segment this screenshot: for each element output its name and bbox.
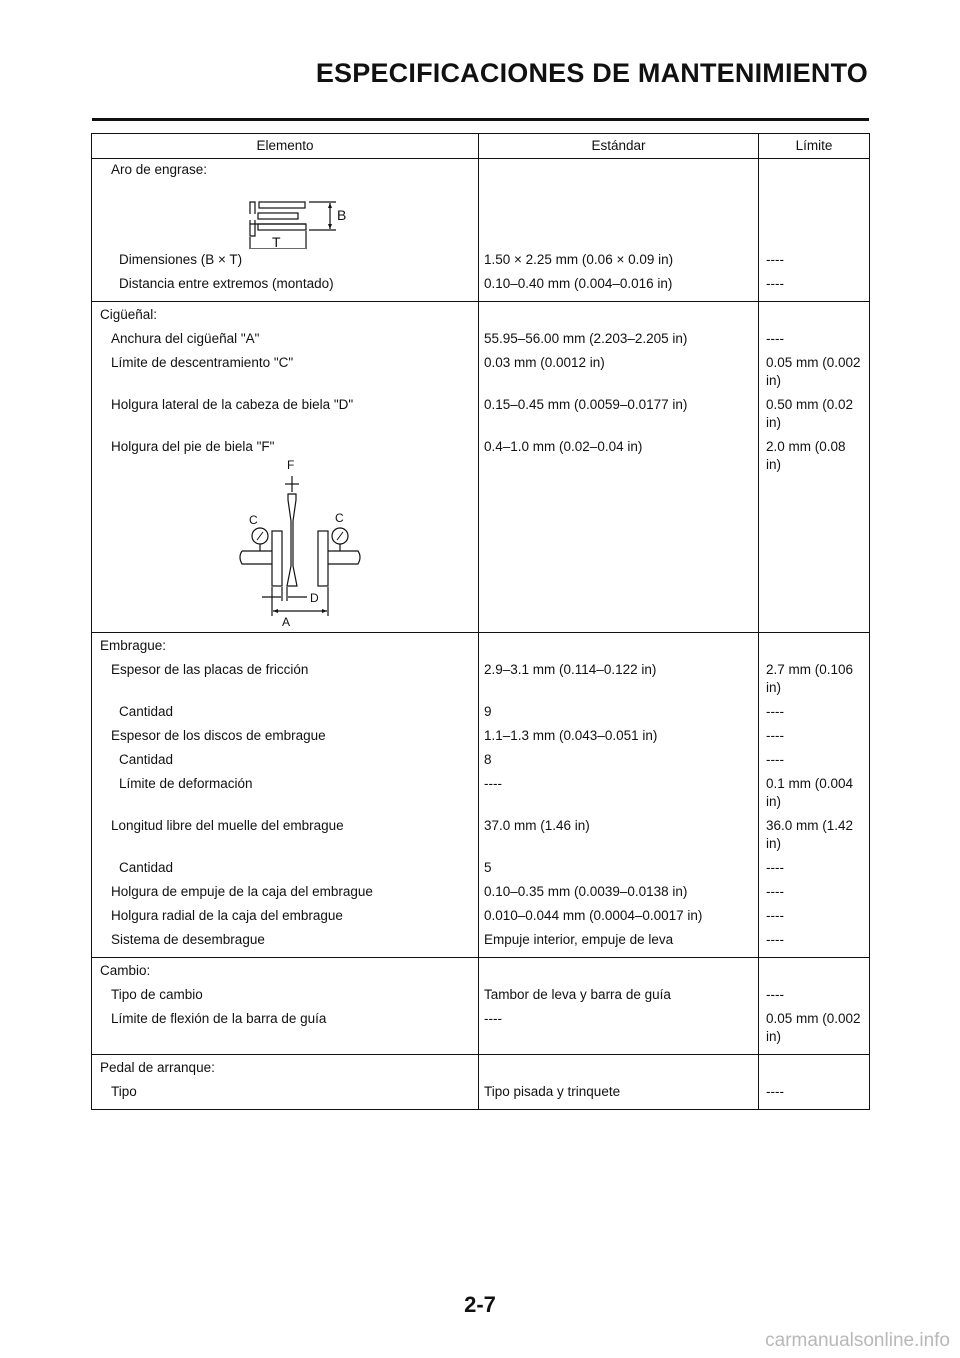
row-standard: 0.010–0.044 mm (0.0004–0.0017 in) (484, 908, 703, 923)
row-limit: 2.7 mm (0.106 in) (766, 662, 854, 695)
row-standard: 1.50 × 2.25 mm (0.06 × 0.09 in) (484, 252, 674, 267)
group-clutch (92, 633, 870, 958)
group-kick (92, 1055, 870, 1110)
row-element: Cantidad (119, 752, 174, 767)
group-label-crankshaft: Cigüeñal: (100, 307, 158, 322)
row-element: Longitud libre del muelle del embrague (111, 818, 344, 833)
row-standard: Empuje interior, empuje de leva (484, 932, 674, 947)
group-label-kick: Pedal de arranque: (100, 1060, 215, 1075)
table-row (92, 727, 870, 751)
table-row (92, 703, 870, 727)
row-element: Espesor de los discos de embrague (111, 728, 326, 743)
table-row (92, 396, 870, 438)
page-title: ESPECIFICACIONES DE MANTENIMIENTO (315, 58, 868, 88)
row-standard: 8 (484, 752, 492, 767)
row-element: Distancia entre extremos (montado) (119, 276, 334, 291)
row-standard: 0.10–0.35 mm (0.0039–0.0138 in) (484, 884, 688, 899)
diagram-label-a: A (282, 615, 291, 629)
row-limit: ---- (766, 728, 784, 743)
table-row (92, 438, 870, 633)
table-row (92, 1010, 870, 1055)
row-element: Sistema de desembrague (111, 932, 265, 947)
row-element: Anchura del cigüeñal "A" (111, 331, 260, 346)
row-standard: 2.9–3.1 mm (0.114–0.122 in) (484, 662, 657, 677)
page-number: 2-7 (464, 1292, 496, 1317)
row-standard: 0.03 mm (0.0012 in) (484, 355, 605, 370)
group-label-shift: Cambio: (100, 963, 151, 978)
row-standard: ---- (484, 776, 502, 791)
row-limit: 0.05 mm (0.002 in) (766, 355, 861, 388)
row-limit: ---- (766, 908, 784, 923)
table-row (92, 907, 870, 931)
diagram-label-d: D (310, 591, 319, 605)
row-limit: 0.05 mm (0.002 in) (766, 1011, 861, 1044)
row-limit: 36.0 mm (1.42 in) (766, 818, 854, 851)
row-element: Holgura del pie de biela "F" (111, 439, 275, 454)
row-limit: ---- (766, 704, 784, 719)
row-limit: ---- (766, 276, 784, 291)
table-row (92, 249, 870, 275)
table-row (92, 931, 870, 958)
row-element: Límite de deformación (119, 776, 253, 791)
row-standard: 5 (484, 860, 492, 875)
row-element: Dimensiones (B × T) (119, 252, 243, 267)
table-row (92, 859, 870, 883)
table-header-row (92, 134, 870, 159)
row-element: Límite de descentramiento "C" (111, 355, 294, 370)
title-rule (92, 118, 869, 121)
row-limit: ---- (766, 1084, 784, 1099)
diagram-label-c-right: C (335, 511, 344, 525)
diagram-label-c-left: C (249, 513, 258, 527)
row-element: Cantidad (119, 860, 174, 875)
crankshaft-diagram (92, 456, 479, 632)
column-header-limit: Límite (759, 134, 870, 159)
diagram-label-f: F (287, 458, 295, 472)
row-element: Espesor de las placas de fricción (111, 662, 309, 677)
oil-ring-diagram (92, 179, 479, 249)
table-row (92, 883, 870, 907)
diagram-label-t: T (272, 234, 281, 249)
row-standard: 37.0 mm (1.46 in) (484, 818, 590, 833)
row-standard: Tambor de leva y barra de guía (484, 987, 671, 1002)
diagram-label-b: B (337, 207, 347, 223)
row-limit: 2.0 mm (0.08 in) (766, 439, 846, 472)
watermark: carmanualsonline.info (765, 1330, 950, 1351)
row-standard: 1.1–1.3 mm (0.043–0.051 in) (484, 728, 658, 743)
column-header-standard: Estándar (479, 134, 759, 159)
table-row (92, 817, 870, 859)
row-standard: 55.95–56.00 mm (2.203–2.205 in) (484, 331, 688, 346)
row-element: Tipo (111, 1084, 137, 1099)
table-row (92, 986, 870, 1010)
row-limit: 0.50 mm (0.02 in) (766, 397, 854, 430)
column-header-element: Elemento (92, 134, 479, 159)
row-standard: 0.15–0.45 mm (0.0059–0.0177 in) (484, 397, 688, 412)
row-element: Tipo de cambio (111, 987, 203, 1002)
row-element: Holgura de empuje de la caja del embrague (111, 884, 373, 899)
row-limit: ---- (766, 860, 784, 875)
row-limit: ---- (766, 331, 784, 346)
row-limit: ---- (766, 752, 784, 767)
row-standard: 0.4–1.0 mm (0.02–0.04 in) (484, 439, 643, 454)
row-limit: ---- (766, 252, 784, 267)
row-standard: ---- (484, 1011, 502, 1026)
row-limit: ---- (766, 987, 784, 1002)
table-row (92, 751, 870, 775)
row-limit: ---- (766, 884, 784, 899)
row-standard: Tipo pisada y trinquete (484, 1084, 621, 1099)
group-label-oil-ring: Aro de engrase: (111, 162, 208, 177)
row-standard: 9 (484, 704, 492, 719)
group-crankshaft (92, 302, 870, 633)
table-row (92, 354, 870, 396)
table-row (92, 330, 870, 354)
group-label-clutch: Embrague: (100, 638, 167, 653)
table-row (92, 661, 870, 703)
row-element: Holgura lateral de la cabeza de biela "D" (111, 397, 354, 412)
row-standard: 0.10–0.40 mm (0.004–0.016 in) (484, 276, 673, 291)
specifications-table (91, 133, 870, 1110)
row-limit: 0.1 mm (0.004 in) (766, 776, 854, 809)
group-oil-ring (92, 159, 870, 302)
table-row (92, 1083, 870, 1110)
table-row (92, 275, 870, 302)
group-shift (92, 958, 870, 1055)
row-limit: ---- (766, 932, 784, 947)
table-row (92, 775, 870, 817)
row-element: Límite de flexión de la barra de guía (111, 1011, 327, 1026)
row-element: Holgura radial de la caja del embrague (111, 908, 343, 923)
row-element: Cantidad (119, 704, 174, 719)
